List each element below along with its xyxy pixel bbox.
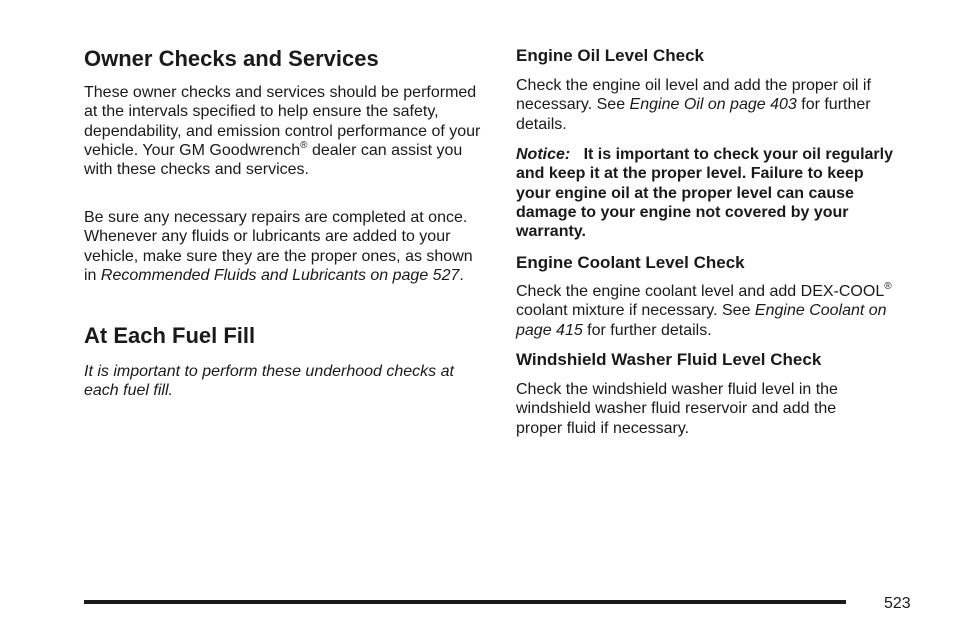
engine-oil-text: Check the engine oil level and add the proper oil if necessary. See bbox=[516, 77, 871, 114]
engine-oil-text-end: for further details. bbox=[516, 96, 871, 133]
engine-coolant-reference: Engine Coolant on page 415 bbox=[516, 302, 887, 339]
footer-rule bbox=[84, 600, 846, 604]
engine-oil-paragraph bbox=[516, 76, 911, 134]
coolant-text: Check the engine coolant level and add DEX-COOL bbox=[516, 283, 885, 300]
intro-paragraph bbox=[84, 83, 488, 179]
intro-text-end: dealer can assist you with these checks and services. bbox=[84, 141, 463, 179]
heading-washer-fluid: Windshield Washer Fluid Level Check bbox=[516, 350, 822, 369]
registered-mark: ® bbox=[884, 281, 892, 292]
page-number: 523 bbox=[884, 595, 911, 612]
heading-engine-oil: Engine Oil Level Check bbox=[516, 46, 705, 65]
heading-fuel-fill: At Each Fuel Fill bbox=[84, 323, 256, 348]
heading-owner-checks: Owner Checks and Services bbox=[84, 46, 379, 71]
engine-oil-reference: Engine Oil on page 403 bbox=[629, 96, 797, 114]
repairs-text: Be sure any necessary repairs are completed at once. Whenever any fluids or lubricants are added to your vehicle, make sure they are the proper ones, as shown in bbox=[84, 209, 473, 284]
notice-text: It is important to check your oil regularly and keep it at the proper level. Failure to keep your engine oil at the proper level can cause damage to your engine not covered by your warranty. bbox=[516, 146, 893, 241]
notice-paragraph bbox=[516, 145, 901, 241]
washer-fluid-paragraph: Check the windshield washer fluid level in the windshield washer fluid reservoir and add the proper fluid if necessary. bbox=[516, 381, 838, 437]
engine-coolant-paragraph bbox=[516, 282, 911, 340]
notice-label: Notice: bbox=[516, 146, 571, 163]
registered-mark: ® bbox=[300, 139, 308, 151]
fuel-fill-paragraph bbox=[84, 362, 488, 401]
intro-text: These owner checks and services should be performed at the intervals specified to help ensure the safety, dependability, and emission control performance of your vehicle. Your GM Goodwrench bbox=[84, 84, 481, 159]
heading-engine-coolant: Engine Coolant Level Check bbox=[516, 253, 745, 272]
repairs-text-end: . bbox=[459, 266, 464, 284]
coolant-text-end: for further details. bbox=[582, 321, 712, 339]
repairs-paragraph bbox=[84, 208, 488, 285]
fuel-fill-text: It is important to perform these underhood checks at each fuel fill. bbox=[84, 363, 454, 400]
fluids-reference: Recommended Fluids and Lubricants on page 527 bbox=[100, 266, 460, 284]
coolant-text-mid: coolant mixture if necessary. See bbox=[516, 302, 755, 320]
